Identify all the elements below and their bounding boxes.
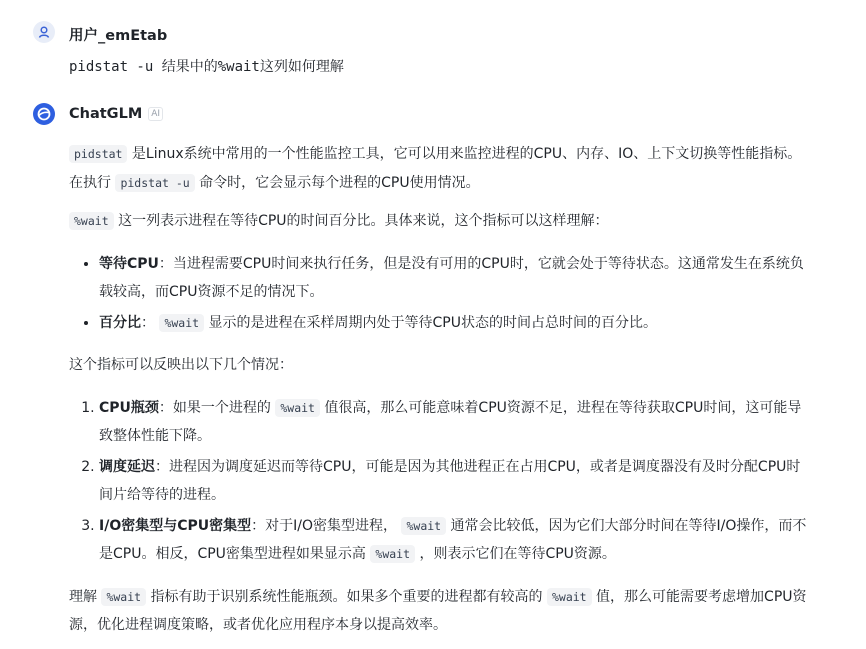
numbered-list bbox=[69, 394, 809, 569]
answer-paragraph-2: %wait 这一列表示进程在等待CPU的时间百分比。具体来说，这个指标可以这样理解： bbox=[69, 207, 809, 236]
bot-name bbox=[69, 106, 163, 122]
inline-code: pidstat -u bbox=[115, 174, 194, 192]
inline-code: %wait bbox=[547, 588, 592, 606]
list-item: • 等待CPU：当进程需要CPU时间来执行任务，但是没有可用的CPU时，它就会处于等待状态。这通常发生在系统负载较高，而CPU资源不足的情况下。 bbox=[99, 250, 809, 307]
list-item: • 百分比： %wait 显示的是进程在采样周期内处于等待CPU状态的时间占总时间的百分比。 bbox=[99, 309, 809, 338]
inline-code: %wait bbox=[69, 212, 114, 230]
user-name: 用户_emEtab bbox=[69, 28, 168, 44]
bot-name-label: ChatGLM bbox=[69, 106, 143, 122]
ai-badge: AI bbox=[148, 107, 163, 121]
inline-code: %wait bbox=[401, 517, 446, 535]
user-question: pidstat -u 结果中的%wait这列如何理解 bbox=[69, 59, 344, 75]
answer-body bbox=[69, 140, 809, 640]
inline-code: %wait bbox=[101, 588, 146, 606]
inline-code: %wait bbox=[275, 399, 320, 417]
inline-code: pidstat bbox=[69, 145, 127, 163]
answer-paragraph-4: 理解 %wait 指标有助于识别系统性能瓶颈。如果多个重要的进程都有较高的 %wait 值，那么可能需要考虑增加CPU资源，优化进程调度策略，或者优化应用程序本身以提高效率。 bbox=[69, 588, 807, 633]
inline-code: %wait bbox=[159, 314, 204, 332]
list-item: 3. I/O密集型与CPU密集型：对于I/O密集型进程， %wait 通常会比较低，因为它们大部分时间在等待I/O操作，而不是CPU。相反，CPU密集型进程如果显示高 %wait ，则表示它们在等待CPU资源。 bbox=[99, 512, 809, 569]
list-item: 1. CPU瓶颈：如果一个进程的 %wait 值很高，那么可能意味着CPU资源不足，进程在等待获取CPU时间，这可能导致整体性能下降。 bbox=[99, 394, 809, 451]
bullet-list bbox=[69, 250, 809, 338]
answer-paragraph-1: pidstat 是Linux系统中常用的一个性能监控工具，它可以用来监控进程的CPU、内存、IO、上下文切换等性能指标。在执行 pidstat -u 命令时，它会显示每个进程的CPU使用情况。 bbox=[69, 146, 802, 191]
answer-paragraph-3: 这个指标可以反映出以下几个情况： bbox=[69, 357, 293, 373]
user-icon bbox=[37, 25, 51, 39]
inline-code: %wait bbox=[370, 545, 415, 563]
chatglm-logo-icon bbox=[36, 106, 52, 122]
chatglm-avatar bbox=[33, 103, 55, 125]
list-item: 2. 调度延迟：进程因为调度延迟而等待CPU，可能是因为其他进程正在占用CPU，或者是调度器没有及时分配CPU时间片给等待的进程。 bbox=[99, 453, 809, 510]
user-avatar bbox=[33, 21, 55, 43]
